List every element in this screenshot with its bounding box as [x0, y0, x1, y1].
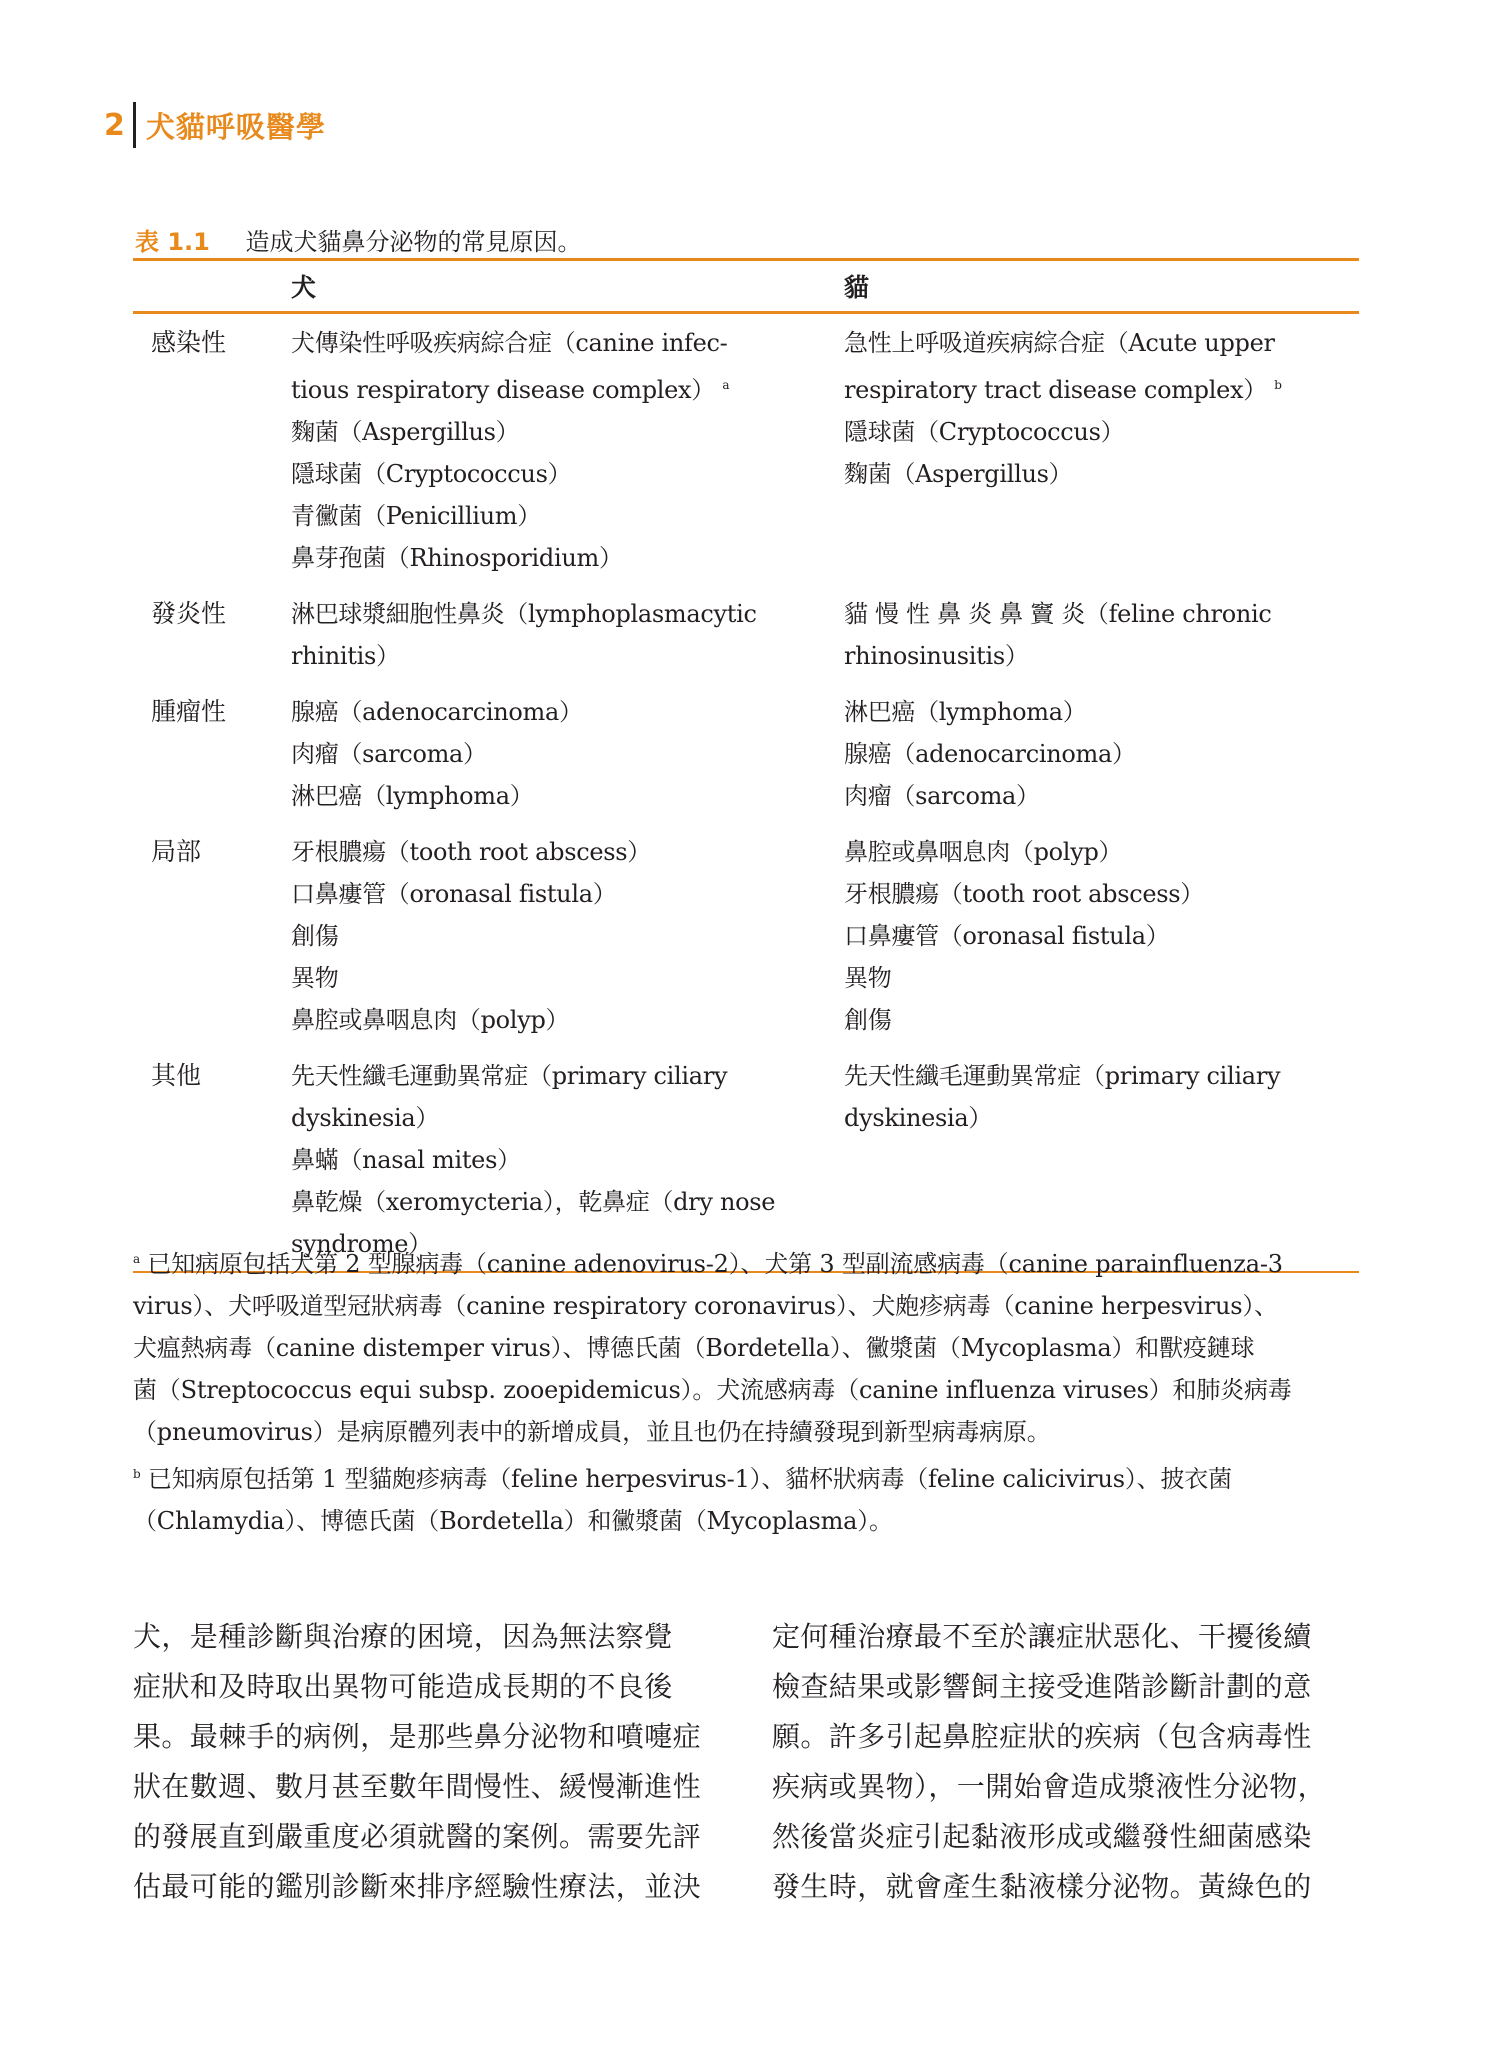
body-line: 疾病或異物），一開始會造成漿液性分泌物， — [772, 1770, 1327, 1803]
cell-line: 鼻芽孢菌（Rhinosporidium） — [291, 544, 623, 572]
body-line: 果。最棘手的病例，是那些鼻分泌物和噴嚏症 — [133, 1720, 702, 1753]
table-number: 表 1.1 — [135, 228, 210, 256]
book-title: 犬貓呼吸醫學 — [145, 109, 326, 144]
row-category: 其他 — [151, 1061, 202, 1090]
footnote-ref-a: a — [722, 378, 730, 392]
table-row — [133, 314, 1359, 585]
table-row — [133, 585, 1359, 683]
cell-line: 先天性纖毛運動異常症（primary ciliary — [844, 1062, 1281, 1090]
running-head — [104, 102, 326, 148]
body-line: 檢查結果或影響飼主接受進階診斷計劃的意 — [772, 1670, 1312, 1703]
cell-line: 肉瘤（sarcoma） — [844, 782, 1040, 810]
cell-line: 腺癌（adenocarcinoma） — [291, 698, 583, 726]
row-category: 腫瘤性 — [151, 697, 227, 726]
table-footnotes — [133, 1238, 1363, 1542]
row-category: 發炎性 — [151, 599, 227, 628]
dog-cell — [291, 831, 844, 1041]
footnote-line: （pneumovirus）是病原體列表中的新增成員，並且也仍在持續發現到新型病毒病原。 — [133, 1418, 1051, 1446]
cell-line: 麴菌（Aspergillus） — [844, 460, 1073, 488]
cell-line: 鼻腔或鼻咽息肉（polyp） — [844, 838, 1123, 866]
footnote-mark-b: b — [133, 1467, 141, 1481]
cell-line: 牙根膿瘍（tooth root abscess） — [291, 838, 651, 866]
cell-line: 隱球菌（Cryptococcus） — [291, 460, 572, 488]
dog-cell — [291, 691, 844, 817]
header-dog: 犬 — [291, 273, 317, 302]
header-divider — [133, 102, 136, 148]
cat-cell — [844, 691, 1359, 817]
body-text-left-column — [133, 1612, 723, 1912]
body-line: 然後當炎症引起黏液形成或繼發性細菌感染 — [772, 1820, 1312, 1853]
row-category: 感染性 — [151, 328, 227, 357]
table-row — [133, 823, 1359, 1047]
footnote-line: 菌（Streptococcus equi subsp. zooepidemicus）。犬流感病毒（canine influenza viruses）和肺炎病毒 — [133, 1376, 1292, 1404]
header-cat: 貓 — [844, 273, 870, 302]
cat-cell — [844, 831, 1359, 1041]
causes-table — [133, 258, 1359, 1273]
cell-line: 犬傳染性呼吸疾病綜合症（canine infec- — [291, 329, 728, 357]
table-header-row — [133, 261, 1359, 314]
cell-line: 口鼻瘻管（oronasal fistula） — [844, 922, 1170, 950]
body-line: 定何種治療最不至於讓症狀惡化、干擾後續 — [772, 1620, 1312, 1653]
cell-line: 創傷 — [291, 922, 339, 950]
cell-line: 淋巴癌（lymphoma） — [844, 698, 1087, 726]
table-caption — [135, 222, 582, 257]
cell-line: 鼻乾燥（xeromycteria），乾鼻症（dry nose — [291, 1188, 776, 1216]
dog-cell — [291, 593, 844, 677]
page-number: 2 — [104, 107, 125, 143]
cell-line: 異物 — [291, 964, 339, 992]
cell-line: tious respiratory disease complex） $^a$ — [291, 376, 730, 404]
dog-cell — [291, 322, 844, 579]
footnote-line: virus）、犬呼吸道型冠狀病毒（canine respiratory coronavirus）、犬皰疹病毒（canine herpesvirus）、 — [133, 1292, 1278, 1320]
cat-cell — [844, 593, 1359, 677]
footnote-line: $^a$ 已知病原包括犬第 2 型腺病毒（canine adenovirus-2）、犬第 3 型副流感病毒（canine parainfluenza-3 — [133, 1250, 1283, 1278]
body-line: 發生時，就會產生黏液樣分泌物。黃綠色的 — [772, 1870, 1312, 1903]
cell-line: 創傷 — [844, 1006, 892, 1034]
cell-line: 腺癌（adenocarcinoma） — [844, 740, 1136, 768]
cell-line: 口鼻瘻管（oronasal fistula） — [291, 880, 617, 908]
cell-line: dyskinesia） — [291, 1104, 440, 1132]
cell-line: dyskinesia） — [844, 1104, 993, 1132]
cell-line: 淋巴癌（lymphoma） — [291, 782, 534, 810]
table-row — [133, 683, 1359, 823]
row-category: 局部 — [151, 837, 202, 866]
cell-line: syndrome） — [291, 1230, 432, 1258]
cell-line: 貓 慢 性 鼻 炎 鼻 竇 炎（feline chronic — [844, 600, 1272, 628]
body-line: 症狀和及時取出異物可能造成長期的不良後 — [133, 1670, 673, 1703]
footnote-line: （Chlamydia）、博德氏菌（Bordetella）和黴漿菌（Mycoplasma）。 — [133, 1507, 893, 1535]
body-line: 的發展直到嚴重度必須就醫的案例。需要先評 — [133, 1820, 702, 1853]
dog-cell — [291, 1055, 844, 1265]
cat-cell — [844, 322, 1359, 579]
cell-line: rhinosinusitis） — [844, 642, 1029, 670]
cell-line: 淋巴球漿細胞性鼻炎（lymphoplasmacytic — [291, 600, 757, 628]
cell-line: 麴菌（Aspergillus） — [291, 418, 520, 446]
cell-line: 青黴菌（Penicillium） — [291, 502, 541, 530]
footnote-line: $^b$ 已知病原包括第 1 型貓皰疹病毒（feline herpesvirus-1）、貓杯狀病毒（feline calicivirus）、披衣菌 — [133, 1465, 1232, 1493]
cell-line: 隱球菌（Cryptococcus） — [844, 418, 1125, 446]
body-line: 狀在數週、數月甚至數年間慢性、緩慢漸進性 — [133, 1770, 702, 1803]
body-line: 願。許多引起鼻腔症狀的疾病（包含病毒性 — [772, 1720, 1312, 1753]
body-line: 犬，是種診斷與治療的困境，因為無法察覺 — [133, 1620, 673, 1653]
footnote-mark-a: a — [133, 1252, 140, 1266]
cell-line: 異物 — [844, 964, 892, 992]
body-text-right-column — [772, 1612, 1362, 1912]
footnote-line: 犬瘟熱病毒（canine distemper virus）、博德氏菌（Bordetella）、黴漿菌（Mycoplasma）和獸疫鏈球 — [133, 1334, 1255, 1362]
cat-cell — [844, 1055, 1359, 1265]
cell-line: respiratory tract disease complex） $^b$ — [844, 376, 1282, 404]
cell-line: 鼻腔或鼻咽息肉（polyp） — [291, 1006, 570, 1034]
cell-line: 肉瘤（sarcoma） — [291, 740, 487, 768]
table-title: 造成犬貓鼻分泌物的常見原因。 — [245, 228, 582, 256]
cell-line: 牙根膿瘍（tooth root abscess） — [844, 880, 1204, 908]
cell-line: rhinitis） — [291, 642, 400, 670]
cell-line: 先天性纖毛運動異常症（primary ciliary — [291, 1062, 728, 1090]
cell-line: 急性上呼吸道疾病綜合症（Acute upper — [844, 329, 1275, 357]
footnote-ref-b: b — [1274, 378, 1282, 392]
body-line: 估最可能的鑑別診斷來排序經驗性療法，並決 — [133, 1870, 702, 1903]
cell-line: 鼻蟎（nasal mites） — [291, 1146, 521, 1174]
